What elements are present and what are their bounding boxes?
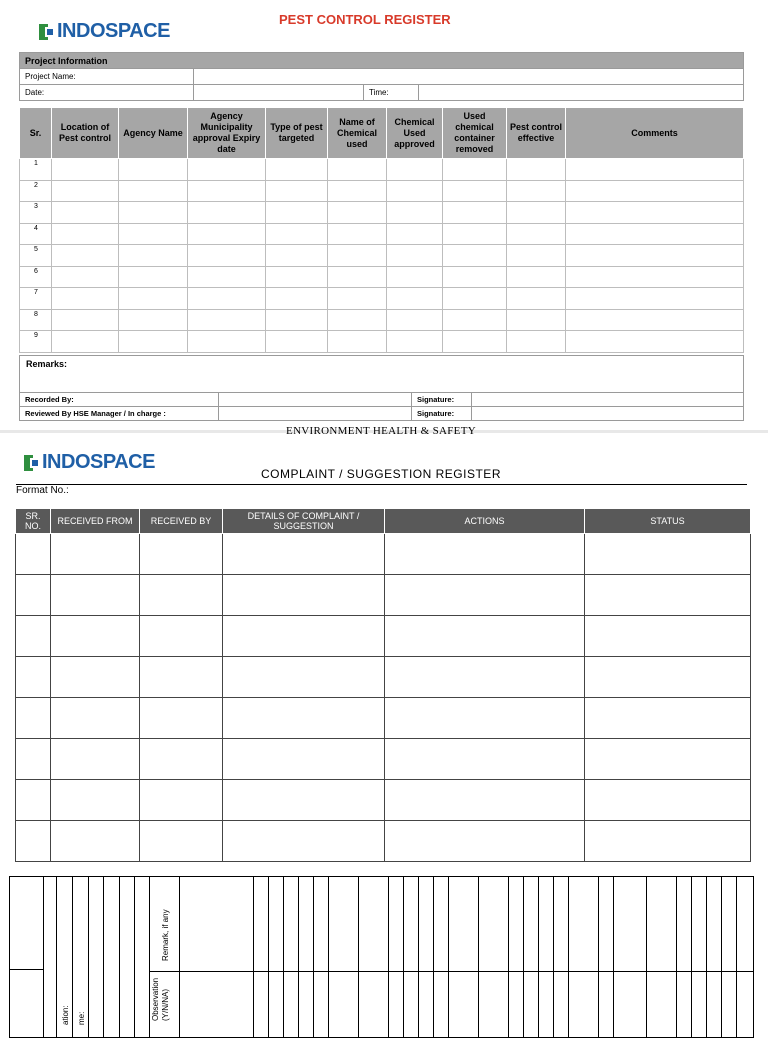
table-cell[interactable] [507,180,566,202]
complaint-table [15,508,751,862]
table-cell[interactable] [188,288,266,310]
table-cell[interactable] [223,575,385,616]
table-cell[interactable] [119,245,188,267]
table-cell[interactable] [266,202,328,224]
table-cell[interactable] [385,698,585,739]
grid-line [721,877,722,1037]
table-cell[interactable] [52,245,119,267]
table-cell[interactable] [52,180,119,202]
table-cell[interactable] [387,288,443,310]
signature-label: Signature: [412,407,472,421]
grid-line [691,877,692,1037]
table-cell[interactable] [566,245,744,267]
reviewed-by-field[interactable] [219,407,412,421]
grid-line [568,877,569,1037]
table-cell[interactable] [119,266,188,288]
cut-label-2: me: [77,1011,86,1025]
recorded-by-label: Recorded By: [20,393,219,407]
col-comments: Comments [566,108,744,159]
grid-line [313,877,314,1037]
table-row [20,159,744,181]
table-cell[interactable] [443,266,507,288]
table-cell[interactable] [16,780,51,821]
table-cell[interactable] [223,616,385,657]
cut-label-1: ation: [61,1005,70,1025]
grid-line [523,877,524,1037]
project-name-label: Project Name: [20,69,194,85]
brand-name: INDOSPACE [57,20,170,42]
table-cell[interactable] [507,223,566,245]
grid-line [553,877,554,1037]
table-cell[interactable] [52,159,119,181]
table-cell[interactable] [387,159,443,181]
row-number: 5 [20,245,52,267]
table-cell[interactable] [266,309,328,331]
table-cell[interactable] [16,575,51,616]
table-cell[interactable] [566,309,744,331]
grid-line [598,877,599,1037]
table-cell[interactable] [566,288,744,310]
table-cell[interactable] [266,180,328,202]
table-row [16,534,751,575]
table-cell[interactable] [328,159,387,181]
grid-line [433,877,434,1037]
table-cell[interactable] [51,616,140,657]
recorded-by-field[interactable] [219,393,412,407]
col-location: Location of Pest control [52,108,119,159]
ehs-title: ENVIRONMENT HEALTH & SAFETY [286,425,476,437]
signature-table [19,392,744,421]
table-cell[interactable] [266,331,328,353]
grid-line [358,877,359,1037]
remark-label: Remark, if any [161,909,170,961]
row-number: 4 [20,223,52,245]
table-cell[interactable] [16,739,51,780]
brand-name: INDOSPACE [42,451,155,473]
table-cell[interactable] [188,223,266,245]
grid-line [448,877,449,1037]
table-cell[interactable] [387,331,443,353]
col-agency-approval: Agency Municipality approval Expiry date [188,108,266,159]
grid-line [736,877,737,1037]
table-row [16,575,751,616]
table-cell[interactable] [16,821,51,862]
table-cell[interactable] [188,159,266,181]
complaint-table-header [16,509,751,534]
table-cell[interactable] [16,657,51,698]
table-cell[interactable] [443,223,507,245]
table-cell[interactable] [443,309,507,331]
project-info-header: Project Information [20,53,744,69]
pest-control-table [19,107,744,353]
table-cell[interactable] [585,575,751,616]
table-cell[interactable] [52,266,119,288]
table-cell[interactable] [266,159,328,181]
table-cell[interactable] [585,780,751,821]
table-cell[interactable] [328,202,387,224]
table-cell[interactable] [507,288,566,310]
row-number: 3 [20,202,52,224]
table-cell[interactable] [566,159,744,181]
row-number: 2 [20,180,52,202]
grid-line [253,877,254,1037]
table-cell[interactable] [585,534,751,575]
table-cell[interactable] [188,245,266,267]
table-cell[interactable] [443,202,507,224]
header-rule [16,484,747,485]
row-number: 8 [20,309,52,331]
table-cell[interactable] [385,575,585,616]
table-cell[interactable] [585,739,751,780]
grid-line [298,877,299,1037]
table-cell[interactable] [119,180,188,202]
table-cell[interactable] [387,245,443,267]
col-sr: Sr. [20,108,52,159]
table-cell[interactable] [140,698,223,739]
table-cell[interactable] [566,266,744,288]
col-container-removed: Used chemical container removed [443,108,507,159]
grid-line [676,877,677,1037]
recorded-signature-field[interactable] [472,393,744,407]
table-cell[interactable] [266,288,328,310]
grid-line [10,969,43,970]
table-cell[interactable] [223,780,385,821]
table-cell[interactable] [140,534,223,575]
table-cell[interactable] [223,698,385,739]
table-row [16,657,751,698]
table-cell[interactable] [385,534,585,575]
time-label: Time: [364,85,419,101]
table-cell[interactable] [16,698,51,739]
table-cell[interactable] [140,739,223,780]
table-cell[interactable] [140,616,223,657]
table-cell[interactable] [188,180,266,202]
table-cell[interactable] [140,657,223,698]
table-cell[interactable] [585,698,751,739]
table-row [20,223,744,245]
table-cell[interactable] [566,202,744,224]
checklist-grid [9,876,754,1038]
table-cell[interactable] [16,616,51,657]
table-row [20,266,744,288]
table-cell[interactable] [387,266,443,288]
indospace-logo [24,451,155,474]
table-cell[interactable] [52,288,119,310]
table-row [16,780,751,821]
table-cell[interactable] [385,739,585,780]
logo-mark-icon [24,455,40,471]
table-cell[interactable] [119,331,188,353]
row-number: 6 [20,266,52,288]
pest-table-header [20,108,744,159]
table-row [20,309,744,331]
indospace-logo [39,20,170,43]
table-cell[interactable] [507,266,566,288]
grid-line [283,877,284,1037]
table-cell[interactable] [51,657,140,698]
table-cell[interactable] [119,159,188,181]
project-name-field[interactable] [194,69,744,85]
pest-register-title: PEST CONTROL REGISTER [279,12,451,27]
table-cell[interactable] [507,245,566,267]
table-cell[interactable] [443,159,507,181]
table-cell[interactable] [223,821,385,862]
table-cell[interactable] [52,331,119,353]
table-cell[interactable] [328,223,387,245]
table-cell[interactable] [328,245,387,267]
row-number: 7 [20,288,52,310]
table-row [20,288,744,310]
table-cell[interactable] [385,780,585,821]
grid-line [508,877,509,1037]
table-cell[interactable] [328,288,387,310]
row-number: 1 [20,159,52,181]
format-number-label: Format No.: [16,485,69,496]
table-cell[interactable] [387,180,443,202]
remarks-label: Remarks: [26,359,68,369]
grid-line [538,877,539,1037]
col-sr-no: SR. NO. [16,509,51,534]
table-cell[interactable] [140,575,223,616]
grid-line [119,877,120,1037]
grid-line [388,877,389,1037]
table-cell[interactable] [188,309,266,331]
grid-line [179,877,180,1037]
table-row [20,245,744,267]
col-pest-type: Type of pest targeted [266,108,328,159]
col-effective: Pest control effective [507,108,566,159]
col-details: DETAILS OF COMPLAINT / SUGGESTION [223,509,385,534]
table-cell[interactable] [52,223,119,245]
table-cell[interactable] [119,309,188,331]
table-row [20,180,744,202]
col-chemical-approved: Chemical Used approved [387,108,443,159]
table-cell[interactable] [566,223,744,245]
grid-line [706,877,707,1037]
col-received-by: RECEIVED BY [140,509,223,534]
grid-line [88,877,89,1037]
grid-line [149,971,753,972]
date-label: Date: [20,85,194,101]
table-cell[interactable] [328,331,387,353]
table-cell[interactable] [385,616,585,657]
table-cell[interactable] [328,266,387,288]
table-cell[interactable] [585,657,751,698]
table-cell[interactable] [140,780,223,821]
grid-line [72,877,73,1037]
time-field[interactable] [419,85,744,101]
col-received-from: RECEIVED FROM [51,509,140,534]
table-cell[interactable] [266,266,328,288]
table-cell[interactable] [566,180,744,202]
table-cell[interactable] [51,821,140,862]
table-cell[interactable] [328,309,387,331]
row-number: 9 [20,331,52,353]
grid-line [613,877,614,1037]
grid-line [418,877,419,1037]
table-cell[interactable] [585,821,751,862]
table-cell[interactable] [223,657,385,698]
table-row [16,739,751,780]
table-cell[interactable] [443,180,507,202]
reviewed-signature-field[interactable] [472,407,744,421]
project-info-table [19,52,744,101]
table-cell[interactable] [585,616,751,657]
table-row [16,698,751,739]
grid-line [328,877,329,1037]
col-actions: ACTIONS [385,509,585,534]
table-cell[interactable] [443,288,507,310]
table-row [16,821,751,862]
table-cell[interactable] [266,245,328,267]
table-cell[interactable] [119,223,188,245]
grid-line [149,877,150,1037]
table-cell[interactable] [223,534,385,575]
grid-line [134,877,135,1037]
signature-label: Signature: [412,393,472,407]
table-cell[interactable] [223,739,385,780]
table-cell[interactable] [387,309,443,331]
table-cell[interactable] [188,202,266,224]
table-cell[interactable] [387,223,443,245]
complaint-register-title: COMPLAINT / SUGGESTION REGISTER [261,467,501,481]
table-cell[interactable] [16,534,51,575]
table-cell[interactable] [507,202,566,224]
table-cell[interactable] [507,309,566,331]
table-cell[interactable] [387,202,443,224]
grid-line [268,877,269,1037]
table-cell[interactable] [443,331,507,353]
grid-line [403,877,404,1037]
table-cell[interactable] [188,331,266,353]
col-chemical-name: Name of Chemical used [328,108,387,159]
grid-line [646,877,647,1037]
date-field[interactable] [194,85,364,101]
table-cell[interactable] [51,575,140,616]
grid-line [103,877,104,1037]
table-cell[interactable] [51,698,140,739]
table-cell[interactable] [52,202,119,224]
table-row [20,331,744,353]
reviewed-by-label: Reviewed By HSE Manager / In charge : [20,407,219,421]
table-row [16,616,751,657]
table-cell[interactable] [566,331,744,353]
table-cell[interactable] [328,180,387,202]
table-cell[interactable] [443,245,507,267]
table-cell[interactable] [188,266,266,288]
table-row [20,202,744,224]
table-cell[interactable] [119,202,188,224]
col-agency-name: Agency Name [119,108,188,159]
logo-mark-icon [39,24,55,40]
table-cell[interactable] [385,821,585,862]
col-status: STATUS [585,509,751,534]
table-cell[interactable] [140,821,223,862]
table-cell[interactable] [507,331,566,353]
grid-line [478,877,479,1037]
table-cell[interactable] [52,309,119,331]
table-cell[interactable] [51,534,140,575]
table-cell[interactable] [51,739,140,780]
grid-line [56,877,57,1037]
grid-line [43,877,44,1037]
table-cell[interactable] [119,288,188,310]
table-cell[interactable] [266,223,328,245]
table-cell[interactable] [51,780,140,821]
remarks-box[interactable] [19,355,744,393]
table-cell[interactable] [385,657,585,698]
table-cell[interactable] [507,159,566,181]
observation-label: Observation (Y/N/NA) [151,977,170,1021]
